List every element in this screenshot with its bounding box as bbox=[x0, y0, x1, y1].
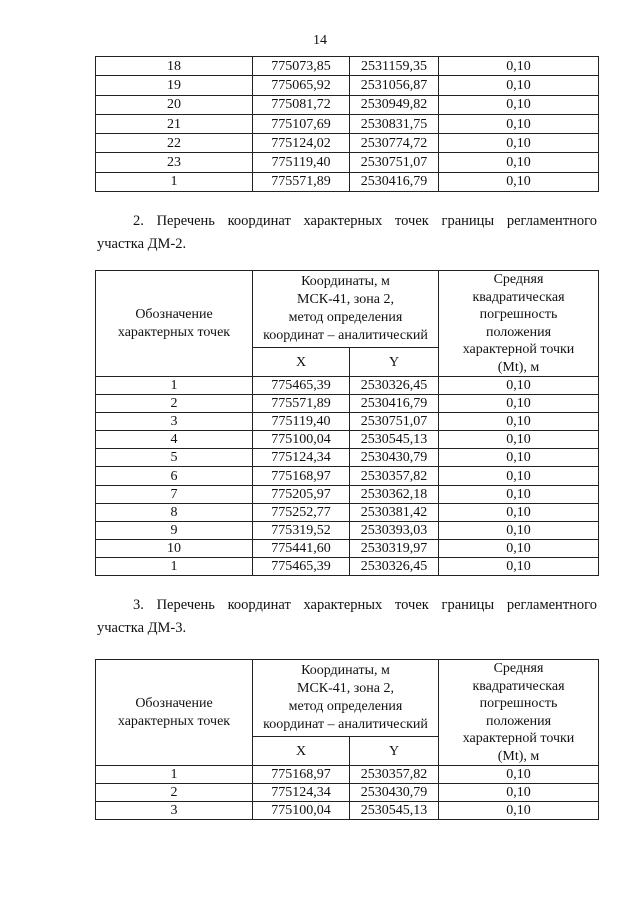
header-coords-line: МСК-41, зона 2, bbox=[297, 292, 394, 308]
cell-y: 2530357,82 bbox=[350, 766, 439, 784]
cell-point: 7 bbox=[96, 485, 253, 503]
cell-mt: 0,10 bbox=[439, 413, 599, 431]
cell-mt: 0,10 bbox=[439, 57, 599, 76]
cell-y: 2530831,75 bbox=[350, 114, 439, 133]
cell-x: 775168,97 bbox=[253, 766, 350, 784]
cell-mt: 0,10 bbox=[439, 134, 599, 153]
section-3-heading bbox=[97, 594, 597, 640]
table-row bbox=[96, 449, 599, 467]
header-mt-line: положения bbox=[485, 713, 552, 729]
cell-y: 2530430,79 bbox=[350, 449, 439, 467]
section-2-line1: 2. Перечень координат характерных точек границы регламентного bbox=[133, 213, 597, 229]
section-3-line1: 3. Перечень координат характерных точек границы регламентного bbox=[133, 597, 597, 613]
table-row bbox=[96, 76, 599, 95]
cell-point: 21 bbox=[96, 114, 253, 133]
table-row bbox=[96, 377, 599, 395]
cell-mt: 0,10 bbox=[439, 557, 599, 575]
cell-mt: 0,10 bbox=[439, 114, 599, 133]
header-coords-line: метод определения bbox=[288, 699, 403, 715]
cell-mt: 0,10 bbox=[439, 172, 599, 191]
cell-point: 6 bbox=[96, 467, 253, 485]
cell-mt: 0,10 bbox=[439, 784, 599, 802]
cell-point: 18 bbox=[96, 57, 253, 76]
page-number: 14 bbox=[313, 33, 327, 48]
table-row bbox=[96, 395, 599, 413]
table-row bbox=[96, 503, 599, 521]
coordinates-table-dm2 bbox=[95, 270, 599, 576]
table-row bbox=[96, 521, 599, 539]
coordinates-table-dm3 bbox=[95, 659, 599, 820]
header-mt-line: характерной точки bbox=[462, 342, 575, 357]
section-2-line2: участка ДМ-2. bbox=[97, 236, 187, 252]
header-coords-line: Координаты, м bbox=[301, 274, 390, 290]
header-mt-line: характерной точки bbox=[462, 731, 575, 746]
header-coords-line: координат – аналитический bbox=[263, 328, 428, 344]
cell-y: 2530545,13 bbox=[350, 431, 439, 449]
cell-mt: 0,10 bbox=[439, 95, 599, 114]
section-2-heading bbox=[97, 210, 597, 256]
cell-x: 775124,34 bbox=[253, 449, 350, 467]
header-mt-line: квадратическая bbox=[472, 678, 565, 694]
cell-point: 9 bbox=[96, 521, 253, 539]
cell-y: 2530949,82 bbox=[350, 95, 439, 114]
cell-y: 2530751,07 bbox=[350, 413, 439, 431]
cell-x: 775205,97 bbox=[253, 485, 350, 503]
header-mt-line: погрешность bbox=[479, 696, 558, 711]
cell-x: 775081,72 bbox=[253, 95, 350, 114]
header-mt-line: положения bbox=[485, 324, 552, 340]
cell-y: 2530416,79 bbox=[350, 172, 439, 191]
cell-y: 2530319,97 bbox=[350, 539, 439, 557]
cell-point: 20 bbox=[96, 95, 253, 114]
cell-point: 3 bbox=[96, 413, 253, 431]
cell-mt: 0,10 bbox=[439, 485, 599, 503]
cell-mt: 0,10 bbox=[439, 503, 599, 521]
cell-y: 2530326,45 bbox=[350, 377, 439, 395]
table-row bbox=[96, 134, 599, 153]
cell-point: 19 bbox=[96, 76, 253, 95]
cell-mt: 0,10 bbox=[439, 153, 599, 172]
cell-point: 23 bbox=[96, 153, 253, 172]
table-row bbox=[96, 57, 599, 76]
cell-y: 2530751,07 bbox=[350, 153, 439, 172]
cell-x: 775124,34 bbox=[253, 784, 350, 802]
header-coords-line: координат – аналитический bbox=[263, 717, 428, 733]
table-row bbox=[96, 172, 599, 191]
cell-x: 775252,77 bbox=[253, 503, 350, 521]
header-coords-line: метод определения bbox=[288, 310, 403, 326]
header-mt-line: погрешность bbox=[479, 307, 558, 322]
cell-x: 775124,02 bbox=[253, 134, 350, 153]
header-mt-line: квадратическая bbox=[472, 289, 565, 305]
section-3-line2: участка ДМ-3. bbox=[97, 620, 187, 636]
header-mt-line: (Mt), м bbox=[497, 748, 540, 764]
cell-mt: 0,10 bbox=[439, 76, 599, 95]
header-mean-square-error bbox=[439, 660, 599, 766]
header-point-designation: Обозначение характерных точек bbox=[96, 271, 253, 377]
cell-mt: 0,10 bbox=[439, 449, 599, 467]
cell-x: 775100,04 bbox=[253, 431, 350, 449]
cell-point: 2 bbox=[96, 395, 253, 413]
cell-y: 2530393,03 bbox=[350, 521, 439, 539]
cell-mt: 0,10 bbox=[439, 395, 599, 413]
cell-y: 2530357,82 bbox=[350, 467, 439, 485]
cell-x: 775319,52 bbox=[253, 521, 350, 539]
cell-x: 775465,39 bbox=[253, 557, 350, 575]
cell-x: 775073,85 bbox=[253, 57, 350, 76]
table-row bbox=[96, 153, 599, 172]
cell-point: 4 bbox=[96, 431, 253, 449]
table-row bbox=[96, 431, 599, 449]
table-row bbox=[96, 485, 599, 503]
table-row bbox=[96, 784, 599, 802]
cell-point: 10 bbox=[96, 539, 253, 557]
header-x: X bbox=[253, 348, 350, 377]
cell-y: 2531159,35 bbox=[350, 57, 439, 76]
header-coords-line: МСК-41, зона 2, bbox=[297, 681, 394, 697]
table-row bbox=[96, 557, 599, 575]
cell-mt: 0,10 bbox=[439, 377, 599, 395]
cell-mt: 0,10 bbox=[439, 521, 599, 539]
cell-point: 1 bbox=[96, 377, 253, 395]
cell-mt: 0,10 bbox=[439, 802, 599, 820]
cell-y: 2530545,13 bbox=[350, 802, 439, 820]
header-coords-line: Координаты, м bbox=[301, 663, 390, 679]
cell-x: 775168,97 bbox=[253, 467, 350, 485]
table-row bbox=[96, 539, 599, 557]
header-y: Y bbox=[350, 737, 439, 766]
table-row bbox=[96, 95, 599, 114]
header-coordinates bbox=[253, 660, 439, 737]
cell-mt: 0,10 bbox=[439, 539, 599, 557]
header-mt-line: Средняя bbox=[493, 661, 544, 676]
coordinates-table-continued bbox=[95, 56, 599, 192]
header-y: Y bbox=[350, 348, 439, 377]
cell-x: 775107,69 bbox=[253, 114, 350, 133]
header-mt-line: (Mt), м bbox=[497, 359, 540, 375]
cell-x: 775065,92 bbox=[253, 76, 350, 95]
cell-y: 2530416,79 bbox=[350, 395, 439, 413]
cell-x: 775119,40 bbox=[253, 153, 350, 172]
cell-y: 2530430,79 bbox=[350, 784, 439, 802]
cell-y: 2530362,18 bbox=[350, 485, 439, 503]
cell-x: 775441,60 bbox=[253, 539, 350, 557]
cell-x: 775571,89 bbox=[253, 395, 350, 413]
cell-point: 22 bbox=[96, 134, 253, 153]
header-point-designation: Обозначение характерных точек bbox=[96, 660, 253, 766]
cell-point: 1 bbox=[96, 766, 253, 784]
cell-y: 2530774,72 bbox=[350, 134, 439, 153]
cell-mt: 0,10 bbox=[439, 766, 599, 784]
table-row bbox=[96, 802, 599, 820]
cell-y: 2530381,42 bbox=[350, 503, 439, 521]
cell-x: 775465,39 bbox=[253, 377, 350, 395]
cell-x: 775119,40 bbox=[253, 413, 350, 431]
header-x: X bbox=[253, 737, 350, 766]
cell-point: 5 bbox=[96, 449, 253, 467]
header-mt-line: Средняя bbox=[493, 272, 544, 287]
cell-point: 1 bbox=[96, 172, 253, 191]
table-row bbox=[96, 413, 599, 431]
table-row bbox=[96, 467, 599, 485]
table-row bbox=[96, 766, 599, 784]
header-mean-square-error bbox=[439, 271, 599, 377]
cell-x: 775100,04 bbox=[253, 802, 350, 820]
cell-mt: 0,10 bbox=[439, 467, 599, 485]
cell-y: 2531056,87 bbox=[350, 76, 439, 95]
cell-point: 1 bbox=[96, 557, 253, 575]
cell-y: 2530326,45 bbox=[350, 557, 439, 575]
header-coordinates bbox=[253, 271, 439, 348]
cell-mt: 0,10 bbox=[439, 431, 599, 449]
cell-x: 775571,89 bbox=[253, 172, 350, 191]
cell-point: 8 bbox=[96, 503, 253, 521]
table-row bbox=[96, 114, 599, 133]
cell-point: 2 bbox=[96, 784, 253, 802]
cell-point: 3 bbox=[96, 802, 253, 820]
